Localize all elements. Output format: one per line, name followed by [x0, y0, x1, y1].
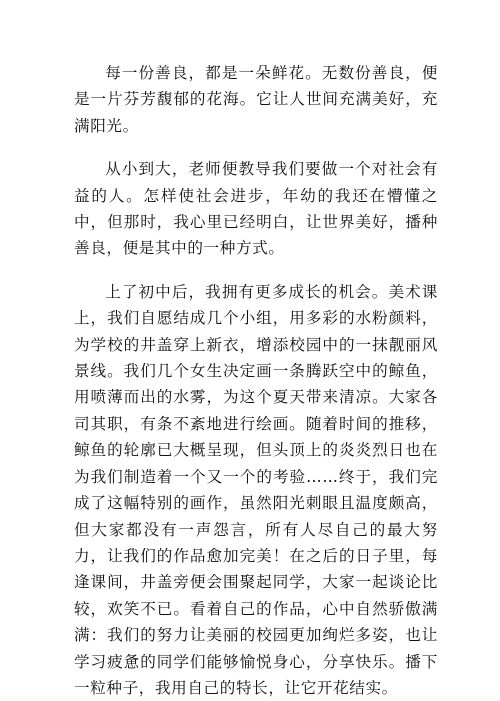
paragraph-1: 每一份善良，都是一朵鲜花。无数份善良，便是一片芬芳馥郁的花海。它让人世间充满美好，充满阳光。 [74, 64, 438, 135]
paragraph-2: 从小到大，老师便教导我们要做一个对社会有益的人。怎样使社会进步，年幼的我还在懵懂之中，但那时，我心里已经明白，让世界美好，播种善良，便是其中的一种方式。 [74, 160, 438, 258]
paragraph-3: 上了初中后，我拥有更多成长的机会。美术课上，我们自愿结成几个小组，用多彩的水粉颜料，为学校的井盖穿上新衣，增添校园中的一抹靓丽风景线。我们几个女生决定画一条腾跃空中的鲸鱼，用喷薄而出的水雾，为这个夏天带来清凉。大家各司其职，有条不紊地进行绘画。随着时间的推移，鲸鱼的轮廓已大概呈现，但头顶上的炎炎烈日也在为我们制造着一个又一个的考验……终于，我们完成了这幅特别的画作，虽然阳光刺眼且温度颇高，但大家都没有一声怨言，所有人尽自己的最大努力，让我们的作品愈加完美！在之后的日子里，每逢课间，井盖旁便会围聚起同学，大家一起谈论比较，欢笑不已。看着自己的作品，心中自然骄傲满满：我们的努力让美丽的校园更加绚烂多姿，也让学习疲惫的同学们能够愉悦身心，分享快乐。播下一粒种子，我用自己的特长，让它开花结实。 [74, 282, 438, 697]
document-body [74, 60, 438, 701]
